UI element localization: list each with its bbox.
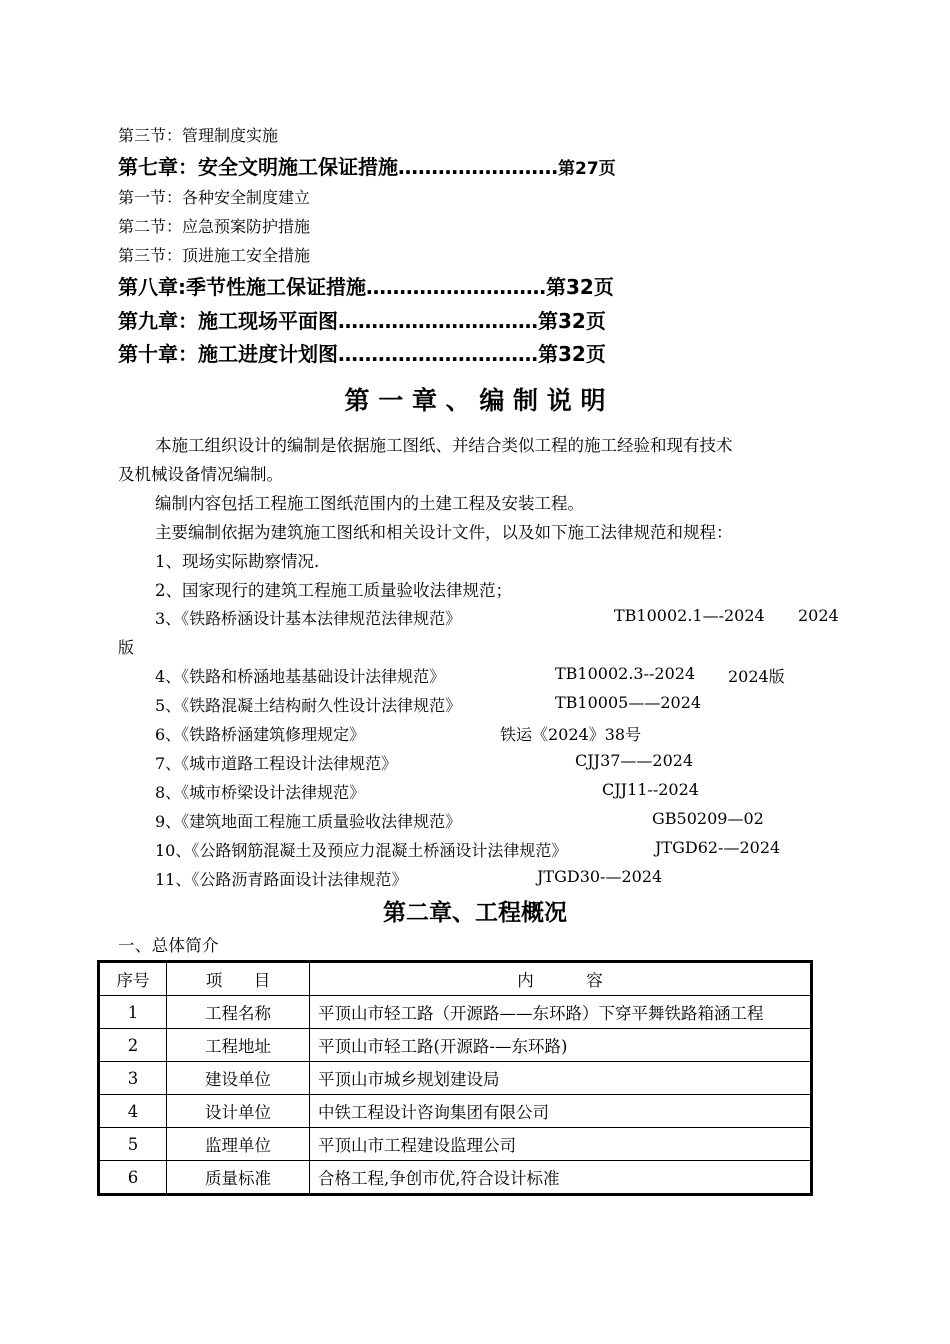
row-item: 工程名称 xyxy=(167,996,310,1029)
reference-item-7 xyxy=(155,751,855,775)
toc-section-8-1: 第一节：各种安全制度建立 xyxy=(118,188,311,207)
reference-item-10 xyxy=(155,838,855,862)
toc-chapter-7 xyxy=(118,151,616,180)
toc-chapter-label: 第七章：安全文明施工保证措施 xyxy=(118,155,398,179)
reference-name: 7、《城市道路工程设计法律规范》 xyxy=(155,754,398,773)
header-cell: 序号 xyxy=(99,962,167,996)
toc-chapter-label: 第十章：施工进度计划图 xyxy=(118,342,338,366)
toc-section-7-3: 第三节：管理制度实施 xyxy=(118,126,279,145)
row-content: 中铁工程设计咨询集团有限公司 xyxy=(310,1095,812,1128)
reference-edition: 2024版 xyxy=(728,667,785,686)
toc-page-number: 第32页 xyxy=(546,275,614,299)
header-cell: 内 容 xyxy=(310,962,812,996)
reference-code: CJJ37——2024 xyxy=(575,751,694,770)
toc-section-8-3: 第三节：顶进施工安全措施 xyxy=(118,246,311,265)
reference-code: JTGD30-—2024 xyxy=(537,867,663,886)
reference-item-8 xyxy=(155,780,855,804)
project-overview-table xyxy=(97,960,813,1196)
toc-page-number: 第32页 xyxy=(538,309,606,333)
reference-name: 6、《铁路桥涵建筑修理规定》 xyxy=(155,725,366,744)
reference-code: JTGD62-—2024 xyxy=(655,838,781,857)
reference-name: 8、《城市桥梁设计法律规范》 xyxy=(155,783,366,802)
basis-item-2: 2、国家现行的建筑工程施工质量验收法律规范； xyxy=(155,581,512,600)
reference-code: CJJ11--2024 xyxy=(602,780,699,799)
row-number: 3 xyxy=(99,1062,167,1095)
reference-name: 3、《铁路桥涵设计基本法律规范法律规范》 xyxy=(155,609,462,628)
toc-leader-dots: ……………………… xyxy=(366,275,546,299)
toc-page-number: 第27页 xyxy=(558,159,616,179)
reference-item-3-wrap: 版 xyxy=(118,638,135,657)
reference-item-3 xyxy=(155,606,855,630)
row-content: 平顶山市工程建设监理公司 xyxy=(310,1128,812,1161)
toc-leader-dots: ………………………… xyxy=(338,309,538,333)
row-content: 平顶山市城乡规划建设局 xyxy=(310,1062,812,1095)
reference-edition: 2024 xyxy=(798,606,839,625)
toc-section-8-2: 第二节：应急预案防护措施 xyxy=(118,217,311,236)
table-row xyxy=(99,1029,812,1062)
toc-page-number: 第32页 xyxy=(538,342,606,366)
row-content: 平顶山市轻工路（开源路——东环路）下穿平舞铁路箱涵工程 xyxy=(310,996,812,1029)
reference-name: 11、《公路沥青路面设计法律规范》 xyxy=(155,870,408,889)
row-item: 质量标准 xyxy=(167,1161,310,1195)
toc-leader-dots: ………………………… xyxy=(338,342,538,366)
reference-code: TB10005——2024 xyxy=(555,693,702,712)
row-item: 监理单位 xyxy=(167,1128,310,1161)
paragraph-1-line-2: 及机械设备情况编制。 xyxy=(118,465,283,484)
table-row xyxy=(99,1128,812,1161)
toc-chapter-8 xyxy=(118,271,614,300)
reference-code: TB10002.3--2024 xyxy=(555,664,696,683)
reference-item-4 xyxy=(155,664,855,688)
reference-name: 5、《铁路混凝土结构耐久性设计法律规范》 xyxy=(155,696,462,715)
row-content: 平顶山市轻工路(开源路-—东环路) xyxy=(310,1029,812,1062)
reference-name: 4、《铁路和桥涵地基基础设计法律规范》 xyxy=(155,667,446,686)
table-row xyxy=(99,1095,812,1128)
chapter-2-title: 第二章、工程概况 xyxy=(383,900,567,926)
row-number: 2 xyxy=(99,1029,167,1062)
header-cell: 项 目 xyxy=(167,962,310,996)
toc-chapter-label: 第八章:季节性施工保证措施 xyxy=(118,275,366,299)
toc-leader-dots: …………………… xyxy=(398,155,558,179)
reference-item-6 xyxy=(155,722,855,746)
reference-name: 9、《建筑地面工程施工质量验收法律规范》 xyxy=(155,812,462,831)
toc-chapter-9 xyxy=(118,305,606,334)
row-number: 5 xyxy=(99,1128,167,1161)
toc-chapter-label: 第九章：施工现场平面图 xyxy=(118,309,338,333)
row-item: 设计单位 xyxy=(167,1095,310,1128)
chapter-1-title: 第 一 章 、 编 制 说 明 xyxy=(344,386,606,415)
reference-name: 10、《公路钢筋混凝土及预应力混凝土桥涵设计法律规范》 xyxy=(155,841,568,860)
row-item: 工程地址 xyxy=(167,1029,310,1062)
reference-item-5 xyxy=(155,693,855,717)
paragraph-3: 主要编制依据为建筑施工图纸和相关设计文件，以及如下施工法律规范和规程： xyxy=(155,523,733,542)
row-item: 建设单位 xyxy=(167,1062,310,1095)
paragraph-2: 编制内容包括工程施工图纸范围内的土建工程及安装工程。 xyxy=(155,494,584,513)
toc-chapter-10 xyxy=(118,338,606,367)
reference-code: GB50209—02 xyxy=(652,809,764,828)
reference-code: TB10002.1—-2024 xyxy=(614,606,765,625)
table-row xyxy=(99,996,812,1029)
table-row xyxy=(99,1161,812,1195)
table-header-row xyxy=(99,962,812,996)
section-subtitle: 一、总体简介 xyxy=(118,936,219,955)
paragraph-1-line-1: 本施工组织设计的编制是依据施工图纸、并结合类似工程的施工经验和现有技术 xyxy=(155,436,733,455)
row-number: 4 xyxy=(99,1095,167,1128)
row-number: 6 xyxy=(99,1161,167,1195)
row-number: 1 xyxy=(99,996,167,1029)
basis-item-1: 1、现场实际勘察情况. xyxy=(155,552,320,571)
row-content: 合格工程,争创市优,符合设计标准 xyxy=(310,1161,812,1195)
reference-item-9 xyxy=(155,809,855,833)
table-row xyxy=(99,1062,812,1095)
reference-item-11 xyxy=(155,867,855,891)
reference-code: 铁运《2024》38号 xyxy=(500,725,642,744)
